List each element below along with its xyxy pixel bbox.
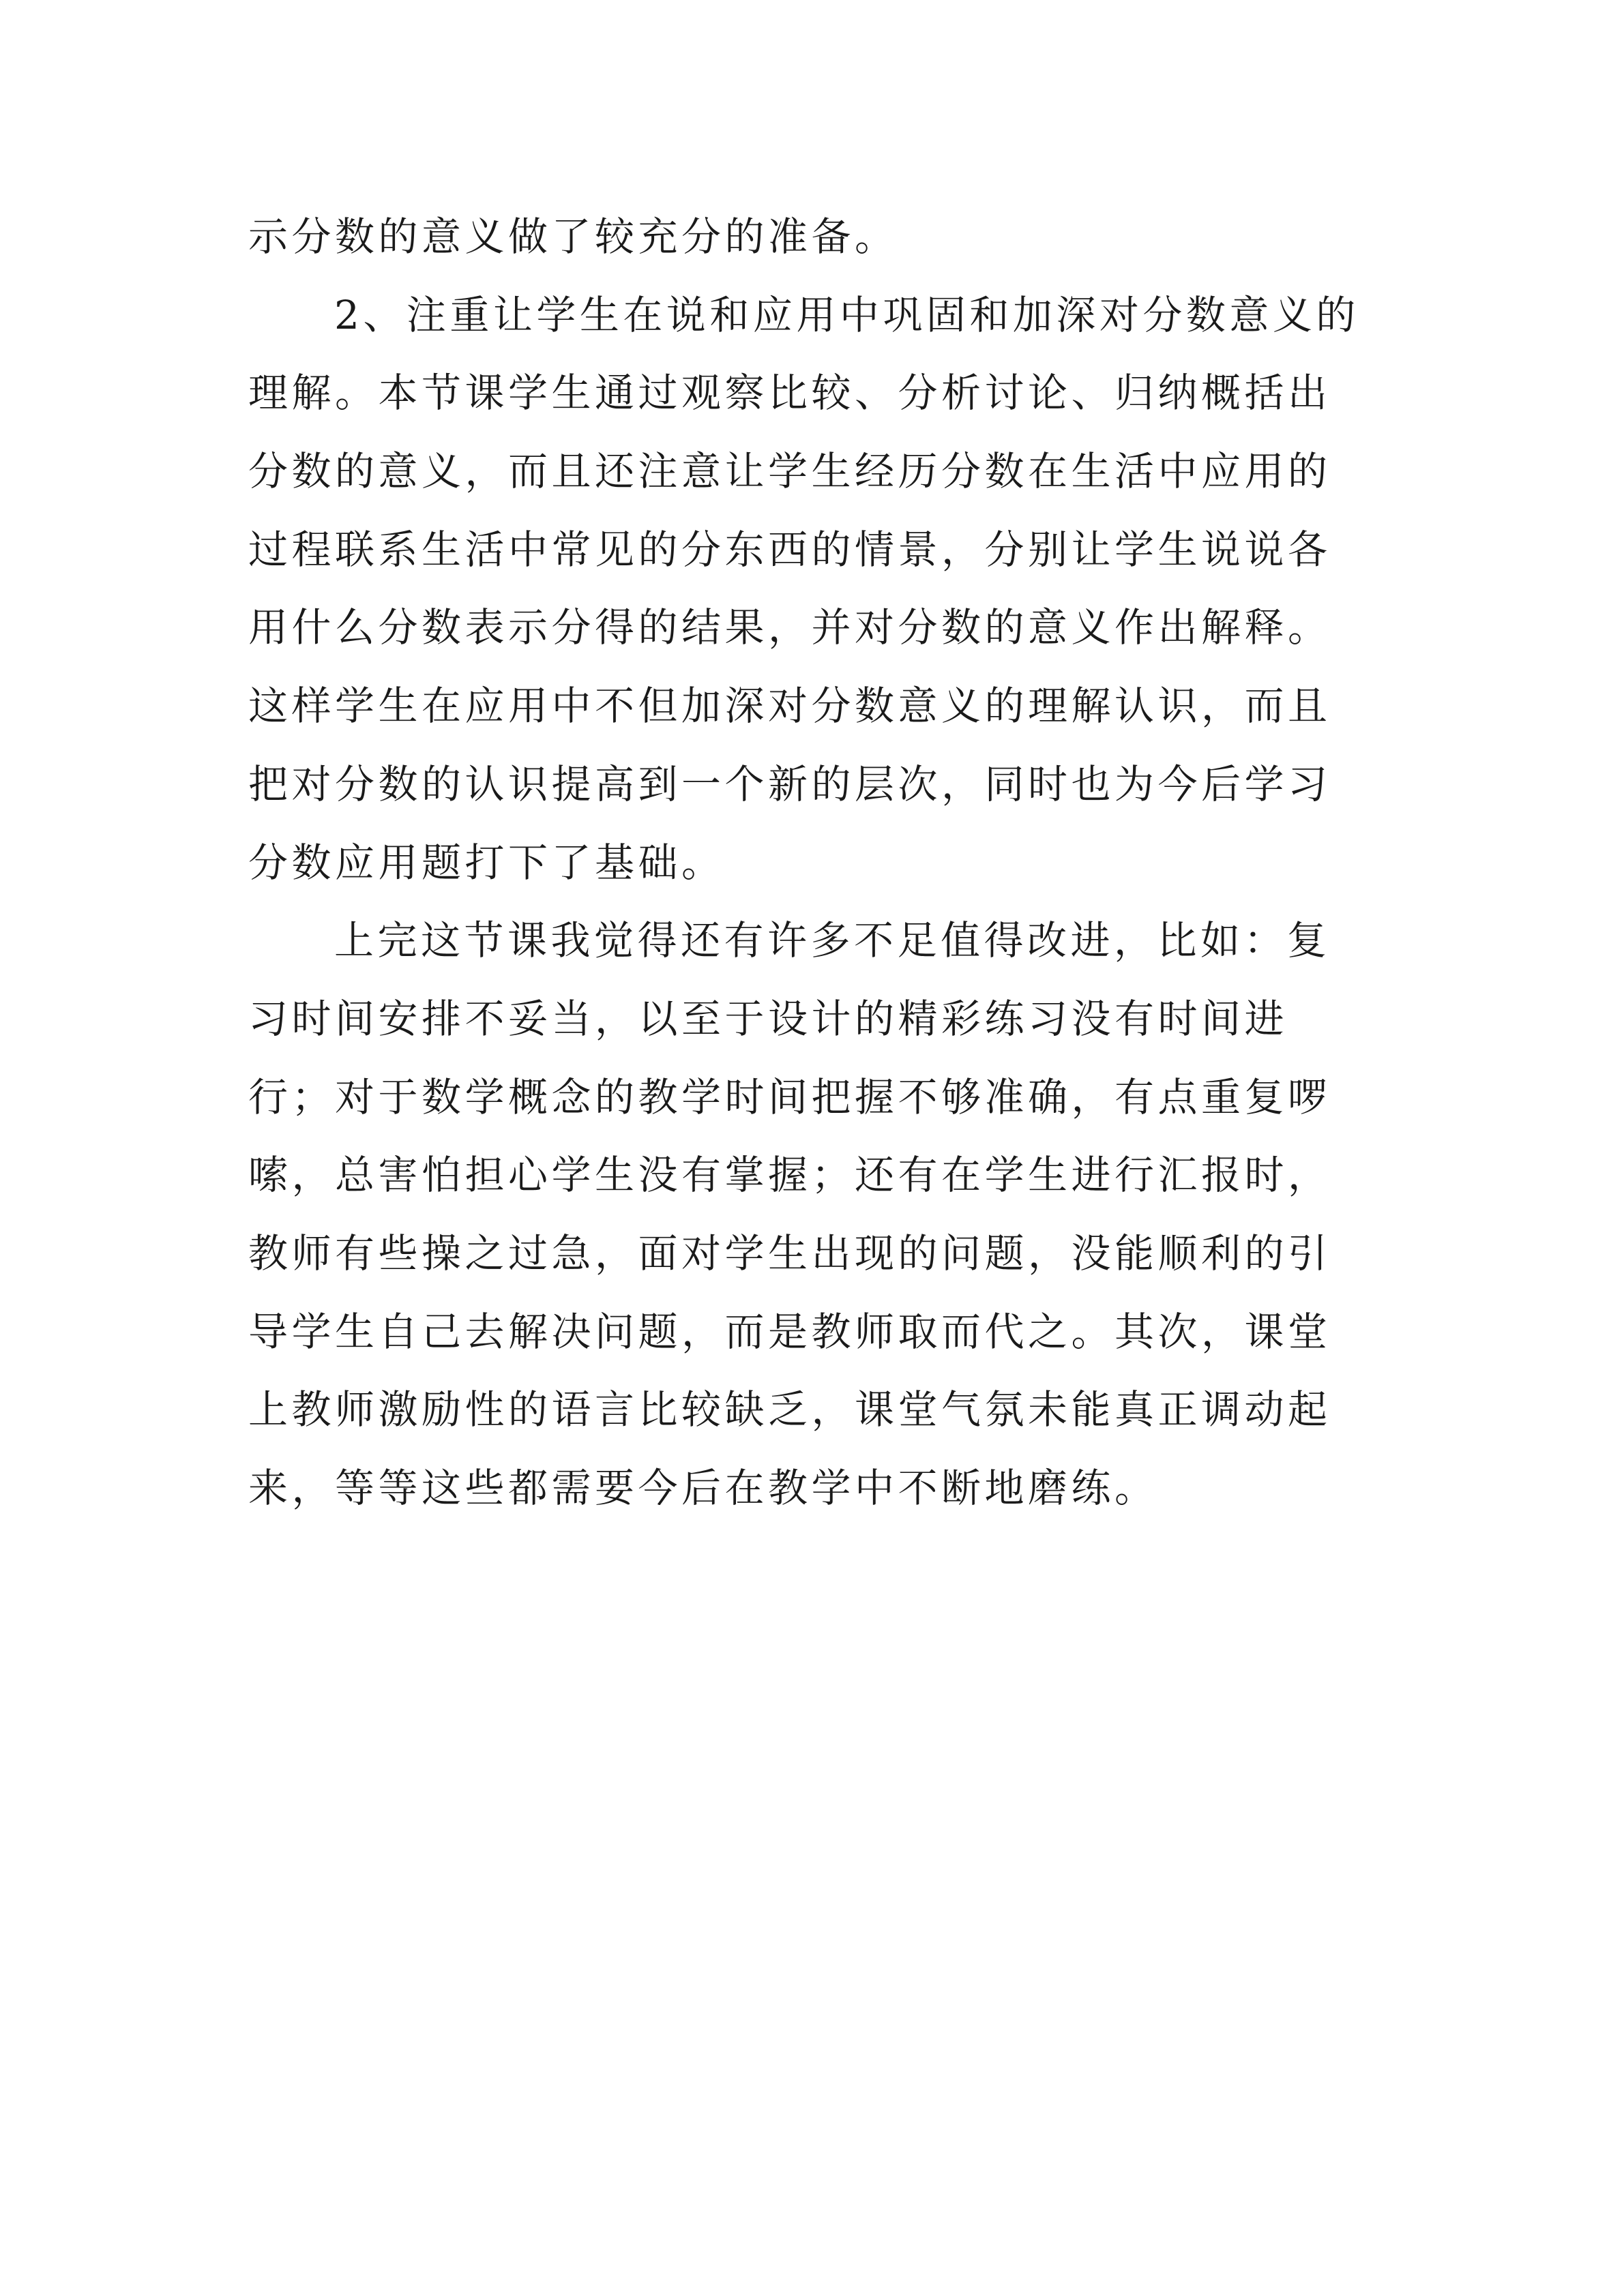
paragraph-start-line: 2、注重让学生在说和应用中巩固和加深对分数意义的: [334, 291, 1359, 338]
text-line: 来，等等这些都需要今后在教学中不断地磨练。: [248, 1465, 1158, 1511]
text-line: 教师有些操之过急，面对学生出现的问题，没能顺利的引: [248, 1229, 1331, 1277]
text-line: 理解。本节课学生通过观察比较、分析讨论、归纳概括出: [248, 370, 1331, 417]
text-line: 把对分数的认识提高到一个新的层次，同时也为今后学习: [248, 760, 1331, 807]
text-line: 上教师激励性的语言比较缺乏，课堂气氛未能真正调动起: [248, 1386, 1331, 1433]
paragraph-start-line: 上完这节课我觉得还有许多不足值得改进，比如：复: [334, 917, 1331, 964]
text-line: 分数的意义，而且还注意让学生经历分数在生活中应用的: [248, 448, 1331, 495]
text-line: 嗦，总害怕担心学生没有掌握；还有在学生进行汇报时，: [248, 1152, 1331, 1199]
text-line: 导学生自己去解决问题，而是教师取而代之。其次，课堂: [248, 1308, 1331, 1355]
text-line: 用什么分数表示分得的结果，并对分数的意义作出解释。: [248, 604, 1331, 651]
text-line: 习时间安排不妥当，以至于设计的精彩练习没有时间进: [248, 995, 1288, 1042]
text-line: 分数应用题打下了基础。: [248, 839, 725, 886]
text-line: 行；对于数学概念的教学时间把握不够准确，有点重复啰: [248, 1073, 1331, 1120]
body-text: [248, 198, 1367, 1527]
text-line: 示分数的意义做了较充分的准备。: [248, 213, 898, 260]
text-line: 这样学生在应用中不但加深对分数意义的理解认识，而且: [248, 683, 1331, 730]
text-line: 过程联系生活中常见的分东西的情景，分别让学生说说各: [248, 526, 1331, 573]
